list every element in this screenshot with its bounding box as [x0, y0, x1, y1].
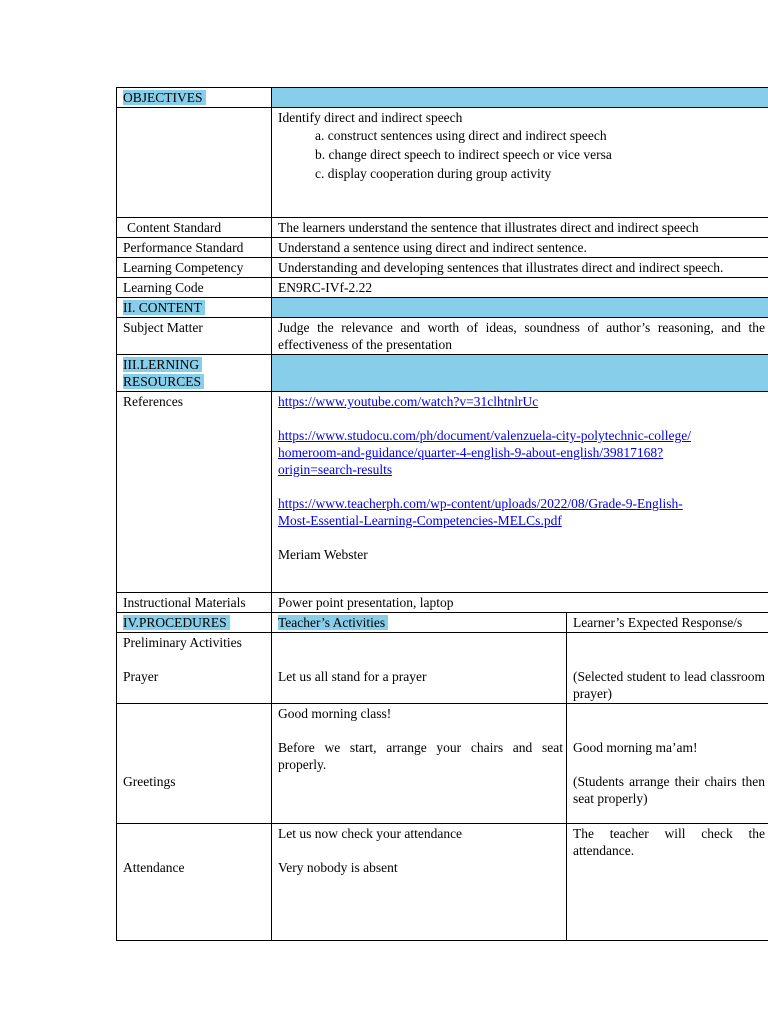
learning-competency-value: Understanding and developing sentences that illustrates direct and indirect speech. — [272, 258, 768, 278]
teacher-activities-header: Teacher’s Activities — [278, 615, 388, 630]
objectives-header-row — [117, 88, 768, 108]
references-content — [272, 392, 768, 593]
greetings-teacher-text1: Good morning class! — [278, 706, 392, 721]
greetings-learner-cell — [567, 704, 768, 824]
attendance-label: Attendance — [123, 860, 185, 875]
attendance-learner-cell — [567, 824, 768, 941]
subject-matter-row — [117, 318, 768, 355]
content-standard-label: Content Standard — [117, 218, 272, 238]
content-header-row — [117, 298, 768, 318]
content-header-fill — [272, 298, 768, 318]
objectives-header-fill — [272, 88, 768, 108]
prayer-learner-cell — [567, 633, 768, 704]
content-standard-value: The learners understand the sentence that illustrates direct and indirect speech — [272, 218, 768, 238]
instructional-materials-label: Instructional Materials — [117, 593, 272, 613]
learner-response-header: Learner’s Expected Response/s — [567, 613, 768, 633]
objectives-content-cell — [272, 108, 768, 218]
reference-meriam-webster: Meriam Webster — [278, 547, 368, 562]
reference-link-studocu-line2[interactable]: homeroom-and-guidance/quarter-4-english-9-about-english/39817168? — [278, 445, 664, 460]
reference-link-teacherph-line1[interactable]: https://www.teacherph.com/wp-content/uploads/2022/08/Grade-9-English- — [278, 496, 683, 511]
performance-standard-row — [117, 238, 768, 258]
attendance-teacher-text1: Let us now check your attendance — [278, 826, 463, 841]
content-header: II. CONTENT — [123, 300, 205, 315]
instructional-materials-value: Power point presentation, laptop — [272, 593, 768, 613]
learning-competency-label: Learning Competency — [117, 258, 272, 278]
teacher-activities-header-cell — [272, 613, 567, 633]
lesson-plan-table — [116, 87, 768, 941]
attendance-row — [117, 824, 768, 941]
prayer-label: Prayer — [123, 669, 159, 684]
learning-code-value: EN9RC-IVf-2.22 — [272, 278, 768, 298]
reference-link-studocu-line1[interactable]: https://www.studocu.com/ph/document/valenzuela-city-polytechnic-college/ — [278, 428, 692, 443]
prayer-teacher-cell — [272, 633, 567, 704]
greetings-teacher-text2: Before we start, arrange your chairs and seat properly. — [278, 740, 563, 772]
greetings-learner-text2: (Students arrange their chairs then seat properly) — [573, 774, 765, 806]
objective-item-a: a. construct sentences using direct and indirect speech — [315, 128, 607, 143]
prayer-learner-text: (Selected student to lead classroom prayer) — [573, 669, 765, 701]
resources-header-line1: III.LERNING — [123, 357, 202, 372]
attendance-learner-text: The teacher will check the attendance. — [573, 826, 765, 858]
objective-item-b: b. change direct speech to indirect speech or vice versa — [315, 147, 612, 162]
greetings-teacher-cell — [272, 704, 567, 824]
objective-item-c: c. display cooperation during group activity — [315, 166, 552, 181]
greetings-label: Greetings — [123, 774, 176, 789]
reference-link-youtube[interactable]: https://www.youtube.com/watch?v=31clhtnlrUc — [278, 394, 539, 409]
prayer-row — [117, 633, 768, 704]
reference-link-teacherph-line2[interactable]: Most-Essential-Learning-Competencies-MELCs.pdf — [278, 513, 562, 528]
learning-competency-row — [117, 258, 768, 278]
resources-header-cell — [117, 355, 272, 392]
content-standard-row — [117, 218, 768, 238]
content-header-cell — [117, 298, 272, 318]
greetings-learner-text1: Good morning ma’am! — [573, 740, 698, 755]
attendance-teacher-cell — [272, 824, 567, 941]
preliminary-prayer-label-cell — [117, 633, 272, 704]
procedures-header-cell — [117, 613, 272, 633]
reference-link-studocu-line3[interactable]: origin=search-results — [278, 462, 393, 477]
instructional-materials-row — [117, 593, 768, 613]
objectives-main: Identify direct and indirect speech — [278, 110, 463, 125]
learning-code-label: Learning Code — [117, 278, 272, 298]
objectives-header-cell — [117, 88, 272, 108]
attendance-teacher-text2: Very nobody is absent — [278, 860, 398, 875]
greetings-row — [117, 704, 768, 824]
references-label: References — [117, 392, 272, 593]
preliminary-activities-label: Preliminary Activities — [123, 635, 242, 650]
prayer-teacher-text: Let us all stand for a prayer — [278, 669, 427, 684]
performance-standard-value: Understand a sentence using direct and indirect sentence. — [272, 238, 768, 258]
resources-header-line2: RESOURCES — [123, 374, 204, 389]
performance-standard-label: Performance Standard — [117, 238, 272, 258]
references-row — [117, 392, 768, 593]
subject-matter-value: Judge the relevance and worth of ideas, soundness of author’s reasoning, and the effectiveness of the presentation — [272, 318, 768, 355]
greetings-label-cell — [117, 704, 272, 824]
procedures-header-row — [117, 613, 768, 633]
objectives-header: OBJECTIVES — [123, 90, 206, 105]
subject-matter-label: Subject Matter — [117, 318, 272, 355]
procedures-header: IV.PROCEDURES — [123, 615, 230, 630]
attendance-label-cell — [117, 824, 272, 941]
objectives-row — [117, 108, 768, 218]
resources-header-row — [117, 355, 768, 392]
resources-header-fill — [272, 355, 768, 392]
objectives-label-cell — [117, 108, 272, 218]
learning-code-row — [117, 278, 768, 298]
